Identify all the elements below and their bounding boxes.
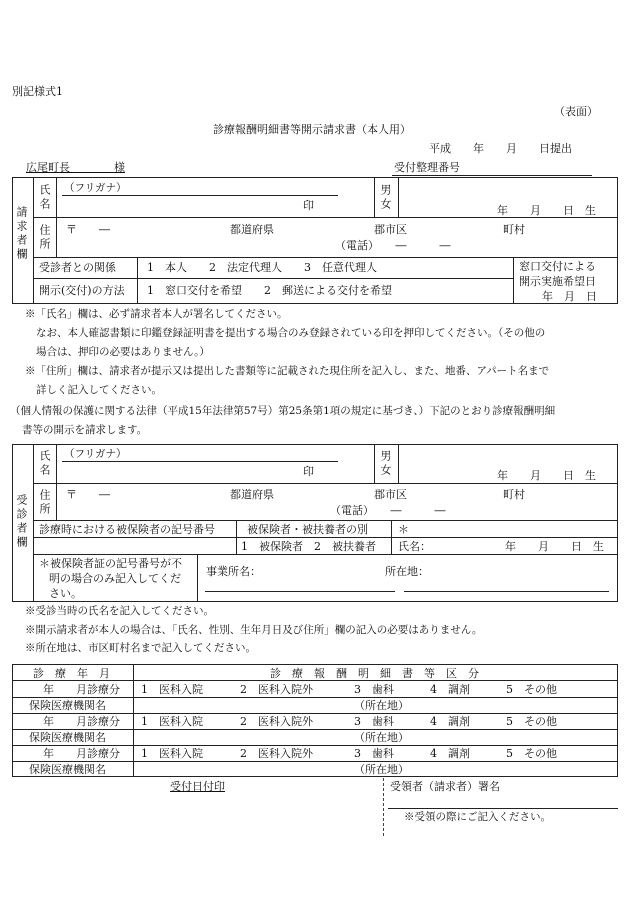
insured-category-options[interactable]: 1 被保険者 2 被扶養者 <box>241 540 376 553</box>
note-address-cont: 詳しく記入してください。 <box>36 384 162 396</box>
insured-name-label: 氏名： <box>398 540 431 553</box>
type-dental[interactable]: 3 歯科 <box>354 747 394 760</box>
delivery-method-label: 開示(交付)の方法 <box>39 284 125 297</box>
type-medical-inpatient[interactable]: 1 医科入院 <box>141 683 203 696</box>
reception-number-label: 受付整理番号 <box>394 161 460 174</box>
type-other[interactable]: 5 その他 <box>506 683 557 696</box>
document-title: 診療報酬明細書等開示請求書（本人用） <box>213 123 411 136</box>
patient-postal: 〒 ― <box>66 488 110 501</box>
office-name-label: 事業所名： <box>206 565 261 578</box>
requester-town: 町村 <box>503 223 525 236</box>
type-dental[interactable]: 3 歯科 <box>354 715 394 728</box>
treatment-month: 年 月診療分 <box>43 747 120 760</box>
patient-sex-label: 男女 <box>379 450 392 478</box>
type-dental[interactable]: 3 歯科 <box>354 683 394 696</box>
insured-number-label: 診療時における被保険者の記号番号 <box>39 523 215 536</box>
requester-seal: 印 <box>303 199 314 212</box>
institution-label: 保険医療機関名 <box>29 731 106 744</box>
type-medical-inpatient[interactable]: 1 医科入院 <box>141 747 203 760</box>
type-medical-inpatient[interactable]: 1 医科入院 <box>141 715 203 728</box>
requester-birth: 年 月 日 生 <box>497 204 596 217</box>
requester-name-label: 氏名 <box>38 184 51 212</box>
patient-city: 郡市区 <box>374 488 407 501</box>
note-seal-cont: 場合は、押印の必要はありません。） <box>36 346 210 358</box>
note-self-request: ※開示請求者が本人の場合は、「氏名、性別、生年月日及び住所」欄の記入の必要はありません。 <box>25 624 483 636</box>
patient-kana-line <box>62 461 338 462</box>
signature-divider <box>383 778 384 836</box>
window-delivery-date: 年 月 日 <box>542 290 597 303</box>
type-pharmacy[interactable]: 4 調剤 <box>430 747 470 760</box>
received-date-stamp-label: 受付日付印 <box>170 780 225 793</box>
window-delivery-label-2: 開示実施希望日 <box>519 275 596 288</box>
form-number: 別記様式1 <box>12 85 63 98</box>
type-pharmacy[interactable]: 4 調剤 <box>430 715 470 728</box>
patient-section-label: 受診者欄 <box>15 494 28 550</box>
type-medical-outpatient[interactable]: 2 医科入院外 <box>240 683 313 696</box>
requester-phone: （電話） ― ― <box>335 239 451 252</box>
submission-date: 平成 年 月 日提出 <box>429 142 572 155</box>
signature-line[interactable] <box>388 808 618 809</box>
reception-number-line <box>392 175 592 176</box>
institution-label: 保険医療機関名 <box>29 763 106 776</box>
note-location: ※所在地は、市区町村名まで記入してください。 <box>25 642 256 654</box>
note-seal: なお、本人確認書類に印鑑登録証明書を提出する場合のみ登録されている印を押印してください。（その他の <box>36 327 546 339</box>
patient-birth: 年 月 日 生 <box>497 469 596 482</box>
note-address: ※「住所」欄は、請求者が提示又は提出した書類等に記載された現住所を記入し、また、地番、アパート名まで <box>25 365 550 377</box>
table-header-category: 診 療 報 酬 明 細 書 等 区 分 <box>270 667 479 680</box>
unknown-number-note-1: ＊被保険者証の記号番号が不 <box>39 557 182 570</box>
requester-address-label: 住所 <box>38 224 51 252</box>
page-side: （表面） <box>554 105 598 118</box>
requester-prefecture: 都道府県 <box>230 223 274 236</box>
type-other[interactable]: 5 その他 <box>506 747 557 760</box>
insured-asterisk: ＊ <box>398 523 409 536</box>
institution-location: （所在地） <box>354 699 409 712</box>
patient-town: 町村 <box>503 488 525 501</box>
unknown-number-note-3: さい。 <box>49 587 82 600</box>
patient-address-label: 住所 <box>38 489 51 517</box>
patient-prefecture: 都道府県 <box>230 488 274 501</box>
insured-birth: 年 月 日 生 <box>505 540 604 553</box>
note-name-signature: ※「氏名」欄は、必ず請求者本人が署名してください。 <box>25 308 288 320</box>
type-medical-outpatient[interactable]: 2 医科入院外 <box>240 747 313 760</box>
legal-statement-1: （個人情報の保護に関する法律（平成15年法律第57号）第25条第1項の規定に基づき、）下記のとおり診療報酬明細 <box>10 405 556 417</box>
patient-seal: 印 <box>303 465 314 478</box>
note-name-at-visit: ※受診当時の氏名を記入してください。 <box>25 605 214 617</box>
addressee: 広尾町長 様 <box>26 161 125 174</box>
office-name-line <box>205 591 395 592</box>
requester-postal: 〒 ― <box>66 223 110 236</box>
patient-phone: （電話） ― ― <box>330 504 446 517</box>
relation-label: 受診者との関係 <box>39 261 116 274</box>
type-pharmacy[interactable]: 4 調剤 <box>430 683 470 696</box>
requester-kana-line <box>62 195 338 196</box>
requester-sex-label: 男女 <box>379 184 392 212</box>
patient-name-label: 氏名 <box>38 450 51 478</box>
signature-note: ※受領の際にご記入ください。 <box>404 811 551 823</box>
office-location-label: 所在地： <box>385 565 429 578</box>
relation-options[interactable]: 1 本人 2 法定代理人 3 任意代理人 <box>147 261 377 274</box>
unknown-number-note-2: 明の場合のみ記入してくだ <box>49 572 181 585</box>
requester-section-label: 請求者欄 <box>15 206 28 262</box>
requester-kana-label: （フリガナ） <box>64 182 127 194</box>
patient-kana-label: （フリガナ） <box>64 448 127 460</box>
type-other[interactable]: 5 その他 <box>506 715 557 728</box>
window-delivery-label-1: 窓口交付による <box>519 260 596 273</box>
recipient-signature-label: 受領者（請求者）署名 <box>390 780 500 793</box>
delivery-method-options[interactable]: 1 窓口交付を希望 2 郵送による交付を希望 <box>147 284 392 297</box>
institution-location: （所在地） <box>354 731 409 744</box>
treatment-month: 年 月診療分 <box>43 683 120 696</box>
legal-statement-2: 書等の開示を請求します。 <box>22 424 148 436</box>
table-header-month: 診 療 年 月 <box>33 667 110 680</box>
office-location-line <box>404 591 609 592</box>
type-medical-outpatient[interactable]: 2 医科入院外 <box>240 715 313 728</box>
requester-city: 郡市区 <box>374 223 407 236</box>
institution-label: 保険医療機関名 <box>29 699 106 712</box>
insured-category-label: 被保険者・被扶養者の別 <box>247 523 368 536</box>
treatment-month: 年 月診療分 <box>43 715 120 728</box>
institution-location: （所在地） <box>354 763 409 776</box>
